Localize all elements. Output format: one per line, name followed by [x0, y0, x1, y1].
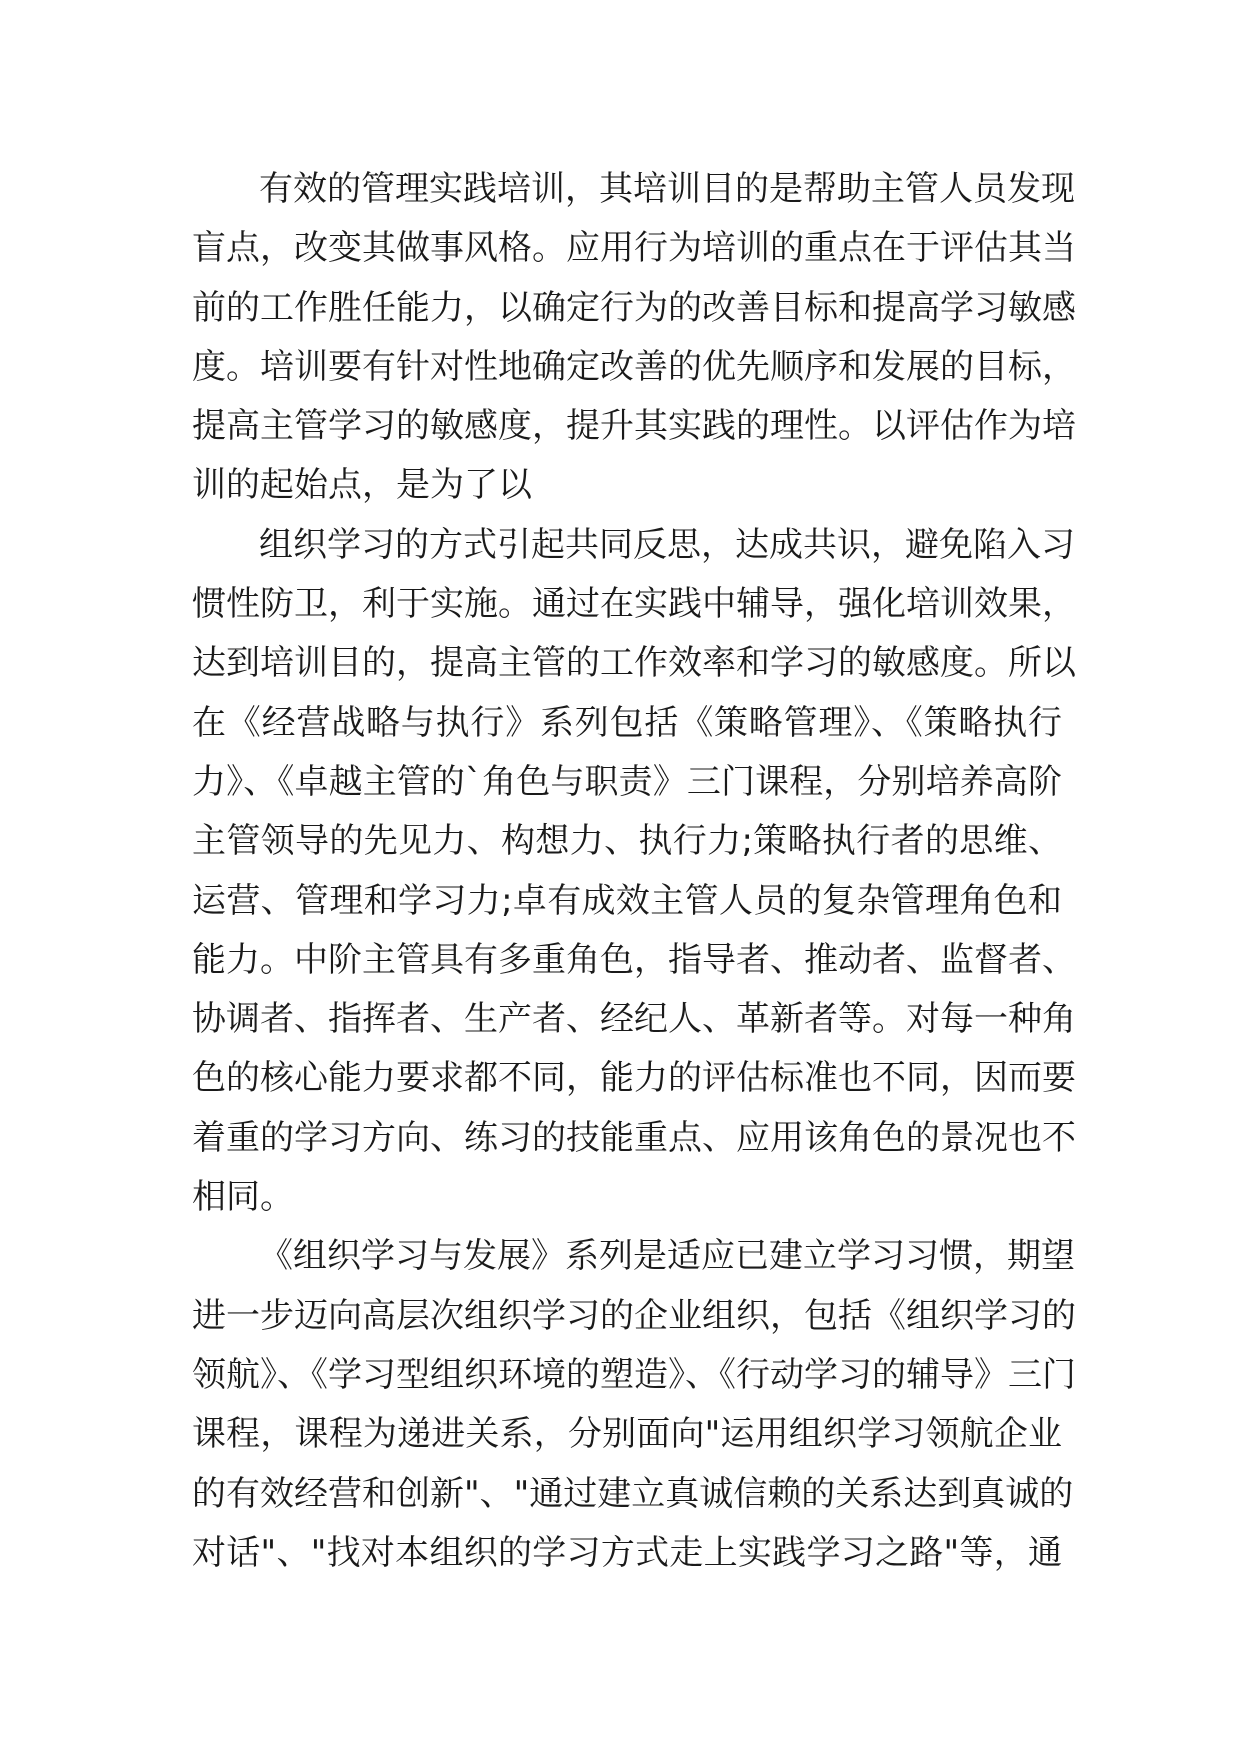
- text-line: 惯性防卫，利于实施。通过在实践中辅导，强化培训效果，: [192, 584, 1076, 625]
- text-line: 度。培训要有针对性地确定改善的优先顺序和发展的目标，: [192, 346, 1076, 387]
- text-line: 着重的学习方向、练习的技能重点、应用该角色的景况也不: [192, 1117, 1076, 1158]
- text-line: 在《经营战略与执行》系列包括《策略管理》、《策略执行: [192, 702, 1062, 743]
- text-line: 相同。: [192, 1177, 294, 1218]
- text-line: 运营、管理和学习力;卓有成效主管人员的复杂管理角色和: [192, 880, 1062, 921]
- text-line: 盲点，改变其做事风格。应用行为培训的重点在于评估其当: [192, 228, 1076, 269]
- body-text: [192, 160, 1076, 1583]
- paragraph: [192, 160, 1076, 516]
- text-line: 的有效经营和创新"、"通过建立真诚信赖的关系达到真诚的: [192, 1473, 1074, 1514]
- text-line: 训的起始点，是为了以: [192, 465, 532, 506]
- text-line: 有效的管理实践培训，其培训目的是帮助主管人员发现: [259, 169, 1075, 209]
- text-line: 主管领导的先见力、构想力、执行力;策略执行者的思维、: [192, 821, 1062, 862]
- text-line: 色的核心能力要求都不同，能力的评估标准也不同，因而要: [192, 1058, 1076, 1099]
- text-line: 课程，课程为递进关系，分别面向"运用组织学习领航企业: [192, 1414, 1062, 1455]
- paragraph: [192, 516, 1076, 1228]
- text-line: 进一步迈向高层次组织学习的企业组织，包括《组织学习的: [192, 1295, 1076, 1336]
- text-line: 达到培训目的，提高主管的工作效率和学习的敏感度。所以: [192, 643, 1076, 684]
- text-line: 前的工作胜任能力，以确定行为的改善目标和提高学习敏感: [192, 287, 1076, 328]
- text-line: 领航》、《学习型组织环境的塑造》、《行动学习的辅导》三门: [192, 1354, 1076, 1395]
- text-line: 对话"、"找对本组织的学习方式走上实践学习之路"等，通: [192, 1532, 1062, 1573]
- text-line: 提高主管学习的敏感度，提升其实践的理性。以评估作为培: [192, 406, 1076, 447]
- text-line: 能力。中阶主管具有多重角色，指导者、推动者、监督者、: [192, 939, 1076, 980]
- text-line: 《组织学习与发展》系列是适应已建立学习习惯，期望: [259, 1236, 1075, 1277]
- paragraph: [192, 1227, 1076, 1583]
- text-line: 协调者、指挥者、生产者、经纪人、革新者等。对每一种角: [192, 999, 1076, 1040]
- text-line: 组织学习的方式引起共同反思，达成共识，避免陷入习: [259, 524, 1075, 565]
- text-line: 力》、《卓越主管的`角色与职责》三门课程，分别培养高阶: [192, 761, 1062, 802]
